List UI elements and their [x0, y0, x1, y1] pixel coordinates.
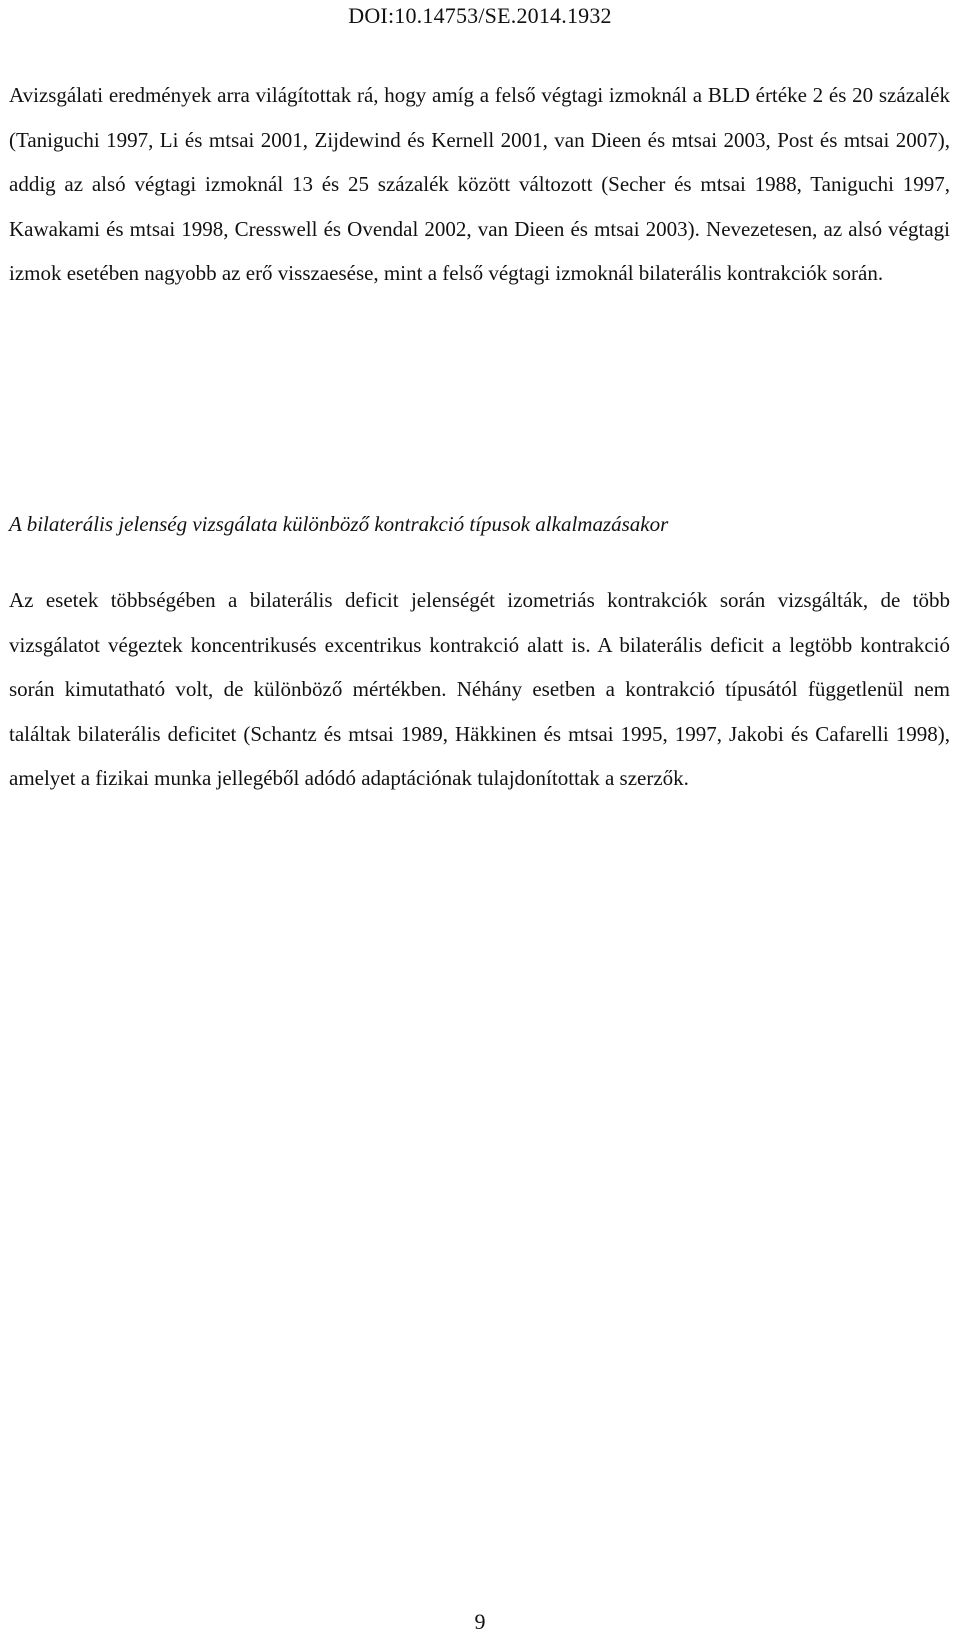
- body-paragraph-1: Avizsgálati eredmények arra világítottak rá, hogy amíg a felső végtagi izmoknál a BLD értéke 2 és 20 százalék (Taniguchi 1997, Li és mtsai 2001, Zijdewind és Kernell 2001, van Dieen és mtsai 2003, Post és mtsai 2007), addig az alsó végtagi izmoknál 13 és 25 százalék között változott (Secher és mtsai 1988, Taniguchi 1997, Kawakami és mtsai 1998, Cresswell és Ovendal 2002, van Dieen és mtsai 2003). Nevezetesen, az alsó végtagi izmok esetében nagyobb az erő visszaesése, mint a felső végtagi izmoknál bilaterális kontrakciók során.: [9, 83, 950, 285]
- section-heading: A bilaterális jelenség vizsgálata különböző kontrakció típusok alkalmazásakor: [9, 512, 669, 536]
- body-paragraph-2: Az esetek többségében a bilaterális deficit jelenségét izometriás kontrakciók során vizsgálták, de több vizsgálatot végeztek koncentrikusés excentrikus kontrakció alatt is. A bilaterális deficit a legtöbb kontrakció során kimutatható volt, de különböző mértékben. Néhány esetben a kontrakció típusától függetlenül nem találtak bilaterális deficitet (Schantz és mtsai 1989, Häkkinen és mtsai 1995, 1997, Jakobi és Cafarelli 1998), amelyet a fizikai munka jellegéből adódó adaptációnak tulajdonítottak a szerzők.: [9, 588, 950, 790]
- page-number: 9: [474, 1609, 486, 1634]
- doi-header: DOI:10.14753/SE.2014.1932: [348, 3, 612, 28]
